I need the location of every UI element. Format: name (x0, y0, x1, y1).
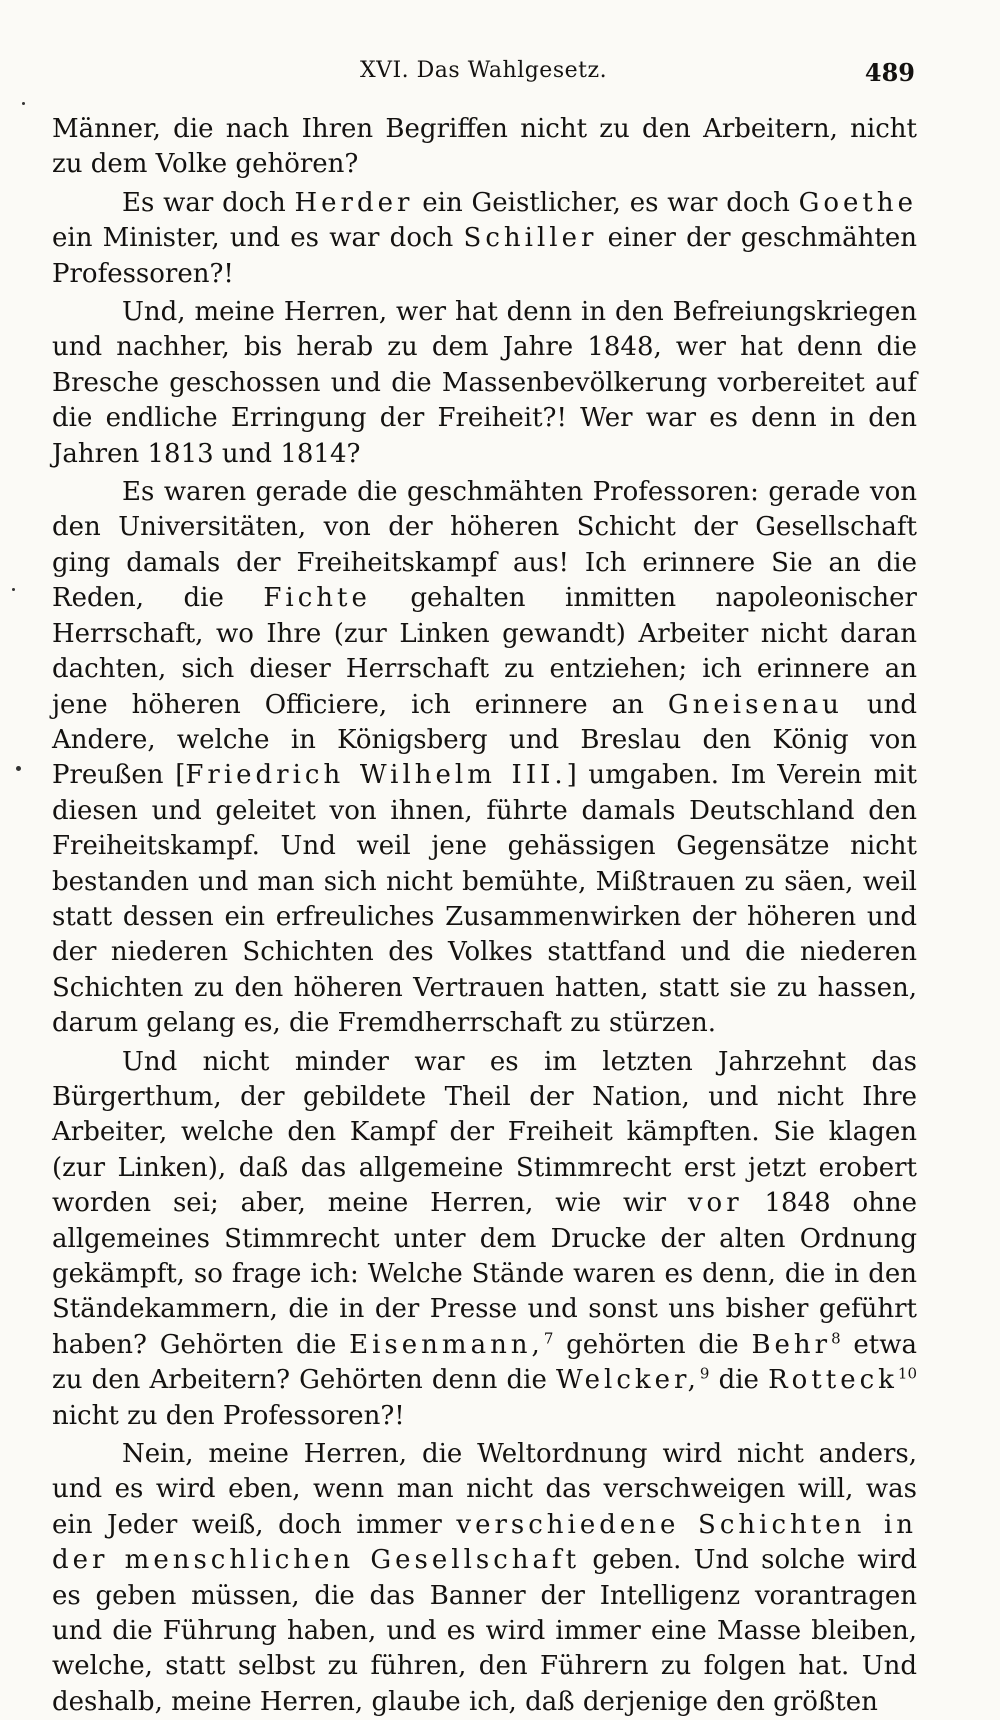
name-goethe: Goethe (798, 187, 917, 218)
text-run: 1848 ohne allgemeines Stimmrecht unter dem Drucke der alten Ordnung gekämpft, so frage ich: Welche Stände waren es denn, die in den Ständekammern, die in der Presse und sonst uns bisher geführt haben? Gehörten die (52, 1188, 917, 1360)
text-run: die (709, 1365, 769, 1396)
emphasis-verschiedene-schichten: verschiedene Schichten in der menschlichen Gesellschaft (52, 1509, 918, 1576)
paragraph-6 (52, 1437, 917, 1720)
paragraph-2 (52, 186, 917, 292)
text-run: Es waren gerade die geschmähten Professoren: gerade von den Universitäten, von der höheren Schicht der Gesellschaft ging damals der Freiheitskampf aus! Ich erinnere Sie an die Reden, die (52, 477, 917, 614)
name-schiller: Schiller (463, 223, 598, 254)
body-text (52, 112, 917, 1720)
text-run: ein Geistlicher, es war doch (413, 187, 799, 218)
name-fichte: Fichte (263, 583, 371, 614)
text-run: ein Minister, und es war doch (52, 223, 464, 254)
text-run: gehalten inmitten napoleonischer Herrschaft, wo Ihre (zur Linken gewandt) Arbeiter nicht daran dachten, sich dieser Herrschaft zu entziehen; ich erinnere an jene höheren Officiere, ich erinnere an (52, 583, 917, 720)
text-run: Und, meine Herren, wer hat denn in den Befreiungskriegen und nachher, bis herab zu dem Jahre 1848, wer hat denn die Bresche geschossen und die Massenbevölkerung vorbereitet auf die endliche Erringung der Freiheit?! Wer war es denn in den Jahren 1813 und 1814? (52, 297, 917, 469)
footnote-ref-8: 8 (831, 1329, 841, 1348)
emphasis-vor: vor (687, 1188, 743, 1219)
paragraph-5 (52, 1045, 917, 1434)
name-eisenmann: Eisenmann, (349, 1329, 544, 1360)
text-run: einer der geschmähten Professoren?! (52, 223, 917, 289)
page-header (52, 58, 915, 94)
text-run: ] umgaben. Im Verein mit diesen und geleitet von ihnen, führte damals Deutschland den Freiheitskampf. Und weil jene gehässigen Gegensätze nicht bestanden und man sich nicht bemühte, Mißtrauen zu säen, weil statt dessen ein erfreuliches Zusammenwirken der höheren und der niederen Schichten des Volkes stattfand und die niederen Schichten zu den höheren Vertrauen hatten, statt sie zu hassen, darum gelang es, die Fremdherrschaft zu stürzen. (52, 760, 917, 1039)
margin-speck (12, 588, 15, 591)
name-welcker: Welcker, (556, 1365, 700, 1396)
footnote-ref-10: 10 (897, 1364, 917, 1383)
text-run: Nein, meine Herren, die Weltordnung wird nicht anders, und es wird eben, wenn man nicht das verschweigen will, was ein Jeder weiß, doch immer (52, 1439, 917, 1540)
name-rotteck: Rotteck (768, 1365, 898, 1396)
page-number: 489 (864, 58, 915, 87)
margin-speck (22, 102, 25, 105)
footnote-ref-7: 7 (543, 1329, 554, 1348)
text-run: nicht zu den Professoren?! (52, 1400, 405, 1431)
name-friedrich-wilhelm: Friedrich Wilhelm III. (185, 760, 567, 791)
paragraph-1 (52, 112, 917, 183)
name-behr: Behr (751, 1329, 832, 1360)
text-run: etwa zu den Arbeitern? Gehörten denn die (52, 1329, 918, 1396)
name-gneisenau: Gneisenau (667, 689, 843, 720)
text-run: gehörten die (553, 1329, 752, 1360)
text-run: und Andere, welche in Königsberg und Breslau den König von Preußen [ (52, 689, 917, 791)
text-run: Es war doch (122, 187, 295, 218)
paragraph-3 (52, 295, 917, 472)
running-head: XVI. Das Wahlgesetz. (359, 58, 608, 83)
text-run: Und nicht minder war es im letzten Jahrzehnt das Bürgerthum, der gebildete Theil der Nation, und nicht Ihre Arbeiter, welche den Kampf der Freiheit kämpften. Sie klagen (zur Linken), daß das allgemeine Stimmrecht erst jetzt erobert worden sei; aber, meine Herren, wie wir (52, 1046, 917, 1219)
paragraph-4 (52, 475, 917, 1042)
margin-speck (16, 766, 21, 771)
name-herder: Herder (294, 187, 414, 218)
text-run: Männer, die nach Ihren Begriffen nicht zu den Arbeitern, nicht zu dem Volke gehören? (52, 114, 917, 180)
footnote-ref-9: 9 (699, 1364, 710, 1383)
text-run: geben. Und solche wird es geben müssen, die das Banner der Intelligenz vorantragen und die Führung haben, und es wird immer eine Masse bleiben, welche, statt selbst zu führen, den Führern zu folgen hat. Und deshalb, meine Herren, glaube ich, daß derjenige den größten (52, 1545, 918, 1717)
